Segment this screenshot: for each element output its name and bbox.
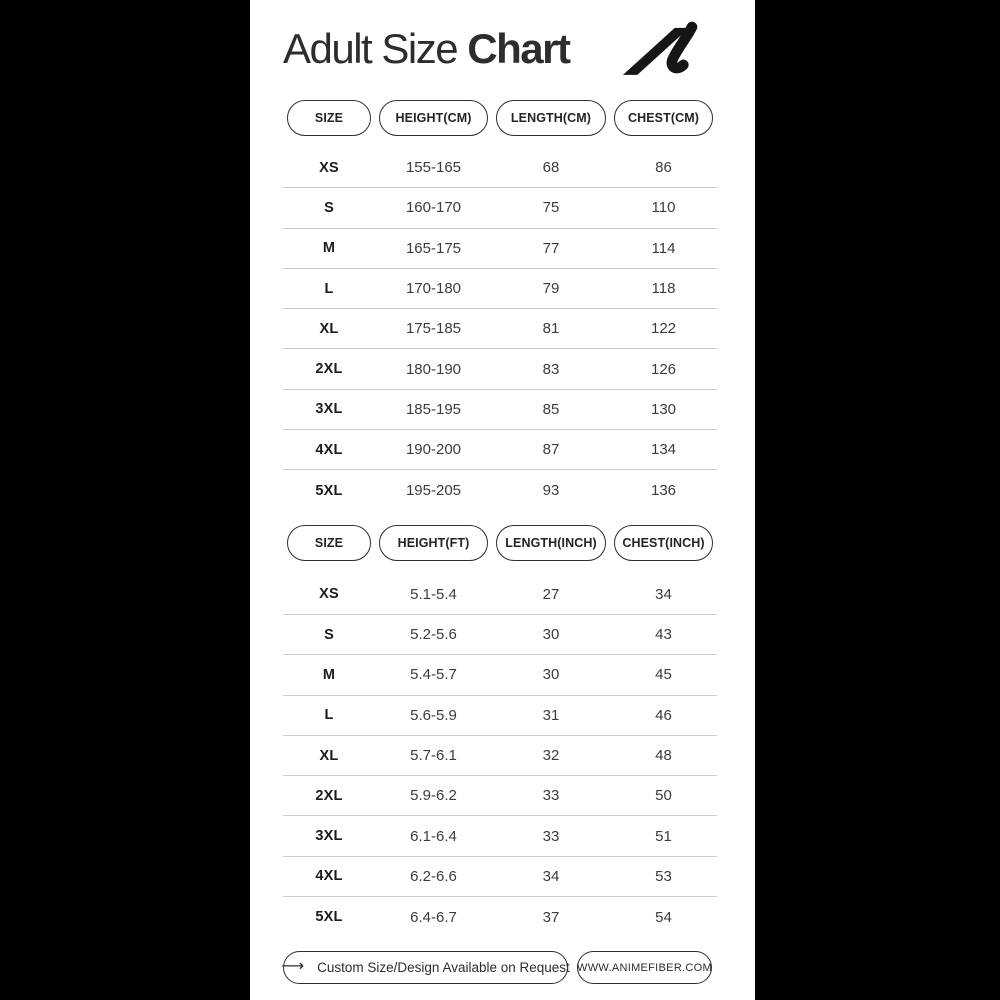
table-row	[283, 148, 717, 188]
value-cell: 32	[542, 747, 560, 764]
value-cell: 34	[542, 867, 560, 885]
size-cell: S	[324, 626, 334, 643]
column-header-pill: SIZE	[287, 525, 371, 561]
column-header-pill: SIZE	[287, 100, 371, 136]
value-cell: 5.2-5.6	[410, 626, 457, 644]
value-cell: 46	[655, 706, 672, 724]
size-chart-sheet	[250, 0, 755, 1000]
page-title-bold: Chart	[467, 25, 570, 72]
table-row	[283, 229, 717, 269]
column-header-pill: HEIGHT(CM)	[379, 100, 488, 136]
column-header-pill: CHEST(INCH)	[614, 525, 713, 561]
table-row	[283, 390, 717, 430]
value-cell: 51	[655, 827, 672, 845]
value-cell: 48	[655, 747, 672, 764]
table-row	[283, 816, 717, 856]
value-cell: 87	[542, 441, 560, 459]
value-cell: 6.4-6.7	[410, 908, 457, 926]
custom-size-note-label: Custom Size/Design Available on Request	[317, 960, 570, 976]
table-row	[283, 736, 717, 776]
table-row	[283, 857, 717, 897]
table-row	[283, 188, 717, 228]
size-cell: XS	[319, 586, 339, 603]
size-cell: XL	[319, 320, 339, 337]
animefiber-logo-icon	[621, 21, 717, 77]
value-cell: 86	[655, 159, 672, 177]
value-cell: 130	[650, 400, 677, 418]
value-cell: 81	[542, 320, 560, 338]
value-cell: 45	[655, 666, 672, 684]
column-header-row	[283, 100, 717, 136]
value-cell: 165-175	[405, 239, 462, 257]
value-cell: 195-205	[405, 482, 462, 500]
value-cell: 30	[542, 626, 560, 644]
value-cell: 180-190	[405, 360, 462, 378]
value-cell: 122	[650, 320, 677, 338]
table-row	[283, 309, 717, 349]
value-cell: 83	[542, 360, 560, 378]
size-cell: L	[324, 280, 334, 297]
size-cell: 4XL	[315, 441, 343, 458]
value-cell: 136	[650, 482, 677, 500]
value-cell: 6.2-6.6	[410, 867, 457, 885]
header	[283, 20, 717, 78]
page-title	[283, 25, 569, 73]
size-cell: 3XL	[315, 828, 343, 845]
size-cell: S	[324, 199, 334, 216]
size-cell: 2XL	[315, 361, 343, 378]
value-cell: 185-195	[405, 400, 462, 418]
size-cell: 5XL	[315, 482, 343, 499]
size-cell: 2XL	[315, 787, 343, 804]
value-cell: 134	[650, 441, 677, 459]
value-cell: 190-200	[405, 441, 462, 459]
size-cell: XS	[319, 159, 339, 176]
size-cell: L	[324, 707, 334, 724]
value-cell: 27	[542, 585, 560, 603]
table-row	[283, 470, 717, 510]
column-header-pill: HEIGHT(FT)	[379, 525, 488, 561]
value-cell: 175-185	[405, 320, 462, 338]
value-cell: 93	[542, 482, 560, 500]
size-cell: M	[322, 666, 336, 683]
table-row	[283, 575, 717, 615]
value-cell: 75	[542, 199, 560, 217]
table-row	[283, 655, 717, 695]
size-table-cm	[283, 100, 717, 511]
footer	[283, 951, 717, 984]
arrow-right-icon: ⟶	[281, 957, 305, 975]
value-cell: 34	[655, 585, 672, 603]
value-cell: 30	[542, 666, 560, 684]
table-row	[283, 696, 717, 736]
size-cell: XL	[319, 747, 339, 764]
value-cell: 54	[655, 908, 672, 926]
size-cell: 3XL	[315, 401, 343, 418]
column-header-row	[283, 525, 717, 561]
value-cell: 33	[542, 787, 560, 805]
value-cell: 170-180	[405, 280, 462, 298]
value-cell: 5.9-6.2	[410, 787, 457, 805]
value-cell: 5.7-6.1	[410, 747, 457, 764]
table-row	[283, 349, 717, 389]
value-cell: 118	[651, 280, 676, 298]
value-cell: 6.1-6.4	[410, 827, 457, 845]
size-cell: 4XL	[315, 868, 343, 885]
custom-size-note-pill	[283, 951, 568, 984]
table-row	[283, 897, 717, 937]
value-cell: 5.1-5.4	[410, 585, 457, 603]
size-cell: M	[322, 240, 336, 257]
website-label: WWW.ANIMEFIBER.COM	[577, 961, 712, 974]
value-cell: 33	[542, 827, 560, 845]
table-row	[283, 430, 717, 470]
table-body	[283, 575, 717, 938]
column-header-pill: CHEST(CM)	[614, 100, 713, 136]
table-row	[283, 776, 717, 816]
value-cell: 68	[542, 159, 560, 177]
value-cell: 37	[542, 908, 560, 926]
value-cell: 85	[542, 400, 560, 418]
value-cell: 114	[651, 239, 676, 257]
value-cell: 5.6-5.9	[410, 706, 457, 724]
value-cell: 160-170	[405, 199, 462, 217]
value-cell: 31	[542, 706, 560, 724]
website-link-pill[interactable]	[577, 951, 712, 984]
value-cell: 50	[655, 787, 672, 805]
page-title-regular: Adult Size	[283, 25, 468, 72]
value-cell: 77	[542, 239, 560, 257]
value-cell: 126	[650, 360, 677, 378]
value-cell: 110	[651, 199, 676, 217]
column-header-pill: LENGTH(INCH)	[496, 525, 606, 561]
value-cell: 79	[542, 280, 560, 298]
value-cell: 43	[655, 626, 672, 644]
table-body	[283, 148, 717, 511]
value-cell: 155-165	[405, 159, 462, 177]
table-row	[283, 269, 717, 309]
column-header-pill: LENGTH(CM)	[496, 100, 606, 136]
table-row	[283, 615, 717, 655]
size-table-inch	[283, 525, 717, 938]
value-cell: 5.4-5.7	[410, 666, 457, 684]
size-cell: 5XL	[315, 909, 343, 926]
value-cell: 53	[655, 867, 672, 885]
